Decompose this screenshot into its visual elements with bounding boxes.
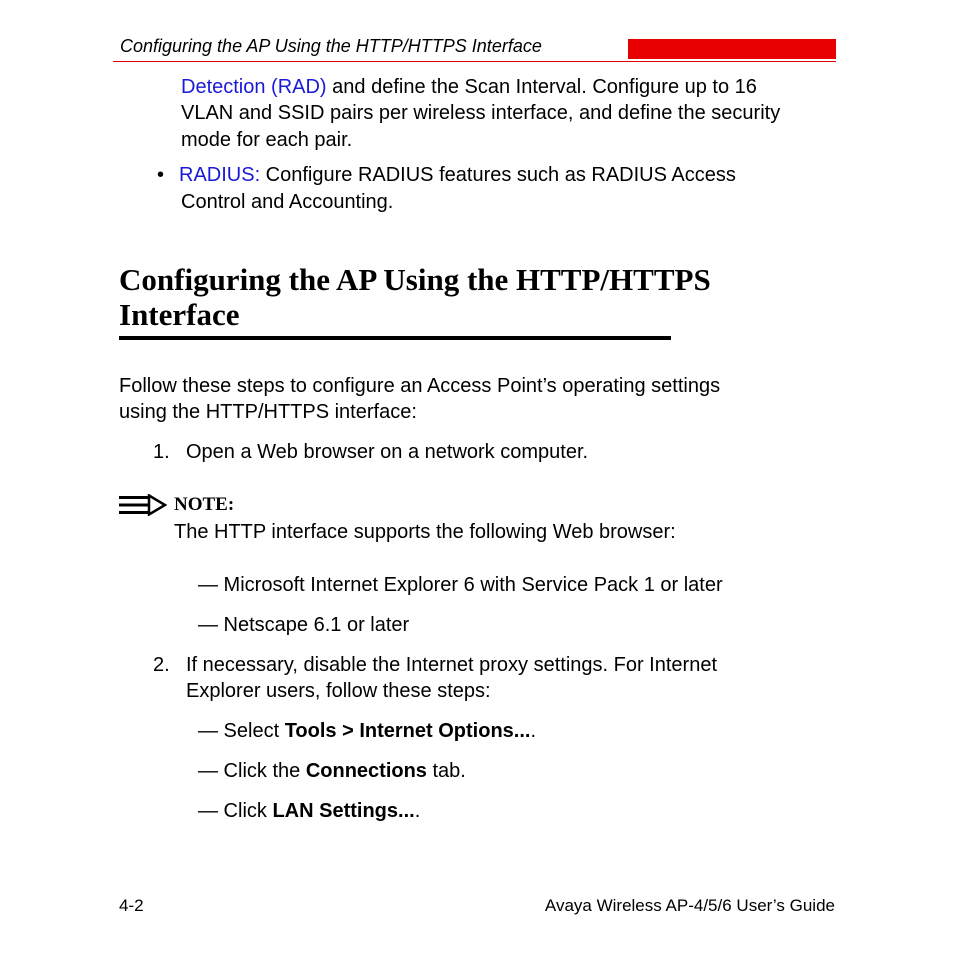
section-heading-line-1: Configuring the AP Using the HTTP/HTTPS	[119, 262, 711, 297]
section-para-line-2: using the HTTP/HTTPS interface:	[119, 401, 417, 423]
footer-page-number: 4-2	[119, 896, 144, 915]
section-heading	[119, 262, 711, 332]
running-header-title: Configuring the AP Using the HTTP/HTTPS Interface	[120, 36, 542, 56]
bullet-radius: •	[157, 164, 165, 186]
radius-line-1	[179, 162, 736, 188]
substep-3-button-name: LAN Settings...	[272, 800, 415, 822]
substep-2	[198, 758, 466, 784]
substep-1-pre: — Select	[198, 720, 285, 742]
footer-guide-title: Avaya Wireless AP-4/5/6 User’s Guide	[544, 896, 835, 915]
step-1-text: Open a Web browser on a network computer.	[186, 441, 589, 463]
note-arrow-icon	[119, 494, 167, 516]
radius-link[interactable]: RADIUS:	[179, 164, 261, 186]
section-para-line-1: Follow these steps to configure an Access Point’s operating settings	[119, 375, 721, 397]
step-2-line-2: Explorer users, follow these steps:	[186, 680, 491, 702]
browser-item-2: — Netscape 6.1 or later	[198, 614, 410, 636]
note-text: The HTTP interface supports the following Web browser:	[174, 521, 676, 543]
substep-3-pre: — Click	[198, 800, 273, 822]
header-rule	[113, 61, 836, 62]
substep-2-tab-name: Connections	[305, 760, 427, 782]
section-heading-line-2: Interface	[119, 297, 240, 332]
step-2-line-1: If necessary, disable the Internet proxy settings. For Internet	[186, 654, 718, 676]
radius-line-2: Control and Accounting.	[181, 191, 394, 213]
substep-1-post: .	[530, 720, 537, 742]
substep-1	[198, 718, 536, 744]
step-2-number: 2.	[153, 654, 170, 676]
rad-line-3: mode for each pair.	[181, 129, 353, 151]
radius-text-1: Configure RADIUS features such as RADIUS Access	[260, 164, 736, 186]
substep-2-post: tab.	[426, 760, 466, 782]
rad-text-1: and define the Scan Interval. Configure up to 16	[326, 76, 757, 98]
rad-line-1	[181, 74, 757, 100]
substep-2-pre: — Click the	[198, 760, 306, 782]
rad-link[interactable]: Detection (RAD)	[181, 76, 327, 98]
note-label: NOTE:	[174, 494, 235, 515]
header-accent-bar	[628, 39, 836, 59]
substep-3-post: .	[414, 800, 421, 822]
step-1-number: 1.	[153, 441, 170, 463]
substep-3	[198, 798, 420, 824]
rad-line-2: VLAN and SSID pairs per wireless interface, and define the security	[181, 102, 781, 124]
section-heading-rule	[119, 336, 671, 340]
substep-1-menu-path: Tools > Internet Options...	[284, 720, 531, 742]
browser-item-1: — Microsoft Internet Explorer 6 with Service Pack 1 or later	[198, 574, 723, 596]
